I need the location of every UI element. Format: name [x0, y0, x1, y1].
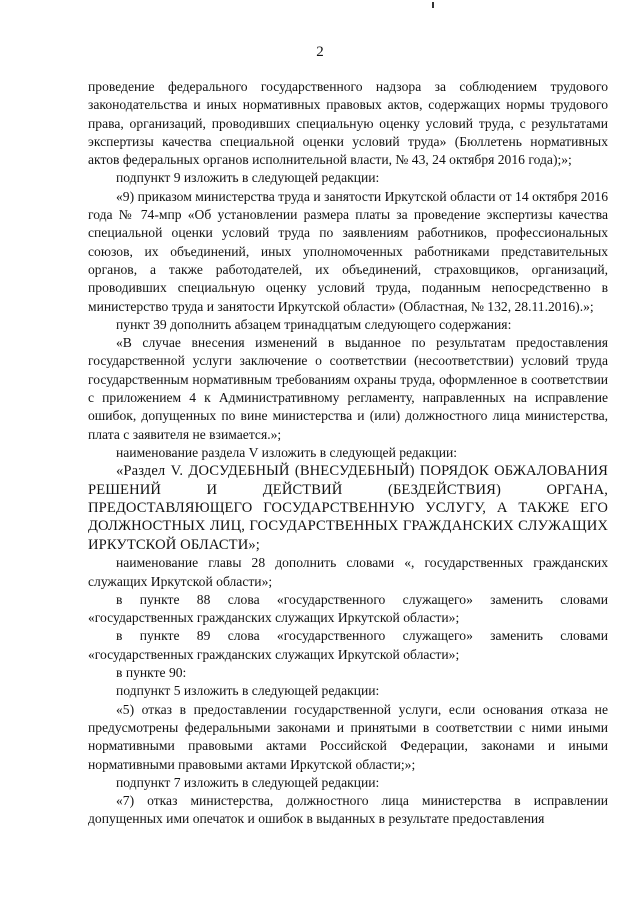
paragraph: наименование раздела V изложить в следующей редакции: — [116, 444, 458, 460]
paragraph: подпункт 5 изложить в следующей редакции: — [116, 683, 380, 699]
scan-mark — [432, 2, 434, 8]
paragraph: «9) приказом министерства труда и занятости Иркутской области от 14 октября 2016 года № 74-мпр «Об установлении размера платы за проведение экспертизы качества специальной оценки условий труда по заявлениям работников, профессиональных союзов, их объединений, иных уполномоченных работниками представительных органов, а также работодателей, их объединений, страховщиков, организаций, проводивших специальную оценку условий труда, поданным непосредственно в министерство труда и занятости Иркутской области» (Областная, № 132, 28.11.2016).»; — [88, 188, 608, 314]
paragraph: проведение федерального государственного надзора за соблюдением трудового законодательства и иных нормативных правовых актов, содержащих нормы трудового права, организаций, проводивших специальную оценку условий труда, с результатами экспертизы качества специальной оценки условий труда» (Бюллетень нормативных актов федеральных органов исполнительной власти, № 43, 24 октября 2016 года);»; — [88, 79, 608, 168]
paragraph: наименование главы 28 дополнить словами «, государственных гражданских служащих Иркутской области»; — [88, 555, 608, 589]
paragraph: «В случае внесения изменений в выданное по результатам предоставления государственной услуги заключение о соответствии (несоответствии) условий труда государственным нормативным требованиям охраны труда, оформленное в соответствии с приложением 4 к Административному регламенту, направленных на исправление ошибок, допущенных по вине министерства и (или) должностного лица министерства, плата с заявителя не взимается.»; — [88, 335, 608, 442]
page-number: 2 — [316, 44, 324, 60]
document-body — [88, 78, 608, 829]
paragraph: подпункт 7 изложить в следующей редакции: — [116, 774, 380, 790]
section-heading: «Раздел V. ДОСУДЕБНЫЙ (ВНЕСУДЕБНЫЙ) ПОРЯДОК ОБЖАЛОВАНИЯ РЕШЕНИЙ И ДЕЙСТВИЙ (БЕЗДЕЙСТВИЯ) ОРГАНА, ПРЕДОСТАВЛЯЮЩЕГО ГОСУДАРСТВЕННУЮ УСЛУГУ, А ТАКЖЕ ЕГО ДОЛЖНОСТНЫХ ЛИЦ, ГОСУДАРСТВЕННЫХ ГРАЖДАНСКИХ СЛУЖАЩИХ ИРКУТСКОЙ ОБЛАСТИ»; — [88, 463, 608, 553]
paragraph: в пункте 90: — [116, 665, 187, 681]
paragraph: в пункте 88 слова «государственного служащего» заменить словами «государственных гражданских служащих Иркутской области»; — [88, 591, 608, 626]
paragraph: подпункт 9 изложить в следующей редакции: — [116, 170, 380, 186]
paragraph: пункт 39 дополнить абзацем тринадцатым следующего содержания: — [116, 316, 512, 332]
paragraph: «7) отказ министерства, должностного лица министерства в исправлении допущенных ими опечаток и ошибок в выданных в результате предоставления — [88, 793, 608, 827]
paragraph: в пункте 89 слова «государственного служащего» заменить словами «государственных гражданских служащих Иркутской области»; — [88, 628, 608, 662]
paragraph: «5) отказ в предоставлении государственной услуги, если основания отказа не предусмотрены федеральными законами и принятыми в соответствии с ними иными нормативными правовыми актами Российской Федерации, законами и иными нормативными правовыми актами Иркутской области;»; — [88, 701, 608, 772]
